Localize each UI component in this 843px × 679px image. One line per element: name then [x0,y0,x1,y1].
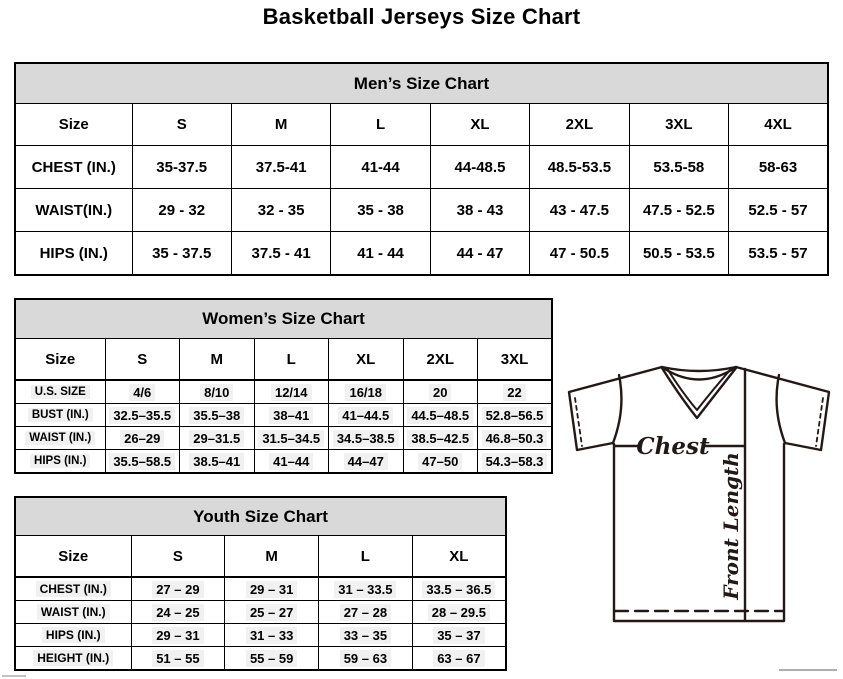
men-size-col-header: L [331,104,430,146]
men-cell: 47 - 50.5 [530,232,629,276]
women-table-title-row [15,299,552,339]
women-cell [105,380,180,404]
women-row-label-text: HIPS (IN.) [30,454,90,468]
women-cell [329,427,404,450]
women-cell [180,450,255,474]
women-row-label-text: U.S. SIZE [31,385,90,399]
youth-cell-text: 31 – 33.5 [334,581,396,598]
women-cell-text: 4/6 [129,384,155,401]
men-cell: 53.5-58 [629,146,728,189]
men-cell: 35 - 38 [331,189,430,232]
chest-label: Chest [636,433,710,460]
men-size-col-header: XL [430,104,529,146]
men-row-label: HIPS (IN.) [15,232,132,276]
men-cell: 41-44 [331,146,430,189]
women-cell [180,404,255,427]
women-cell [478,427,553,450]
youth-cell [225,577,319,601]
women-cell [254,404,329,427]
youth-cell-text: 28 – 29.5 [428,604,490,621]
women-measurement-row [15,404,552,427]
scrollbar-fragment-bottom-right [779,669,837,671]
women-cell [105,450,180,474]
youth-cell [131,601,225,624]
men-cell: 37.5 - 41 [231,232,330,276]
men-cell: 44 - 47 [430,232,529,276]
men-table-title: Men’s Size Chart [15,63,828,104]
men-size-header-row [15,104,828,146]
women-cell-text: 22 [503,384,525,401]
youth-cell [131,624,225,647]
youth-cell [131,647,225,671]
front-length-label: Front Length [719,452,743,600]
men-cell: 35 - 37.5 [132,232,231,276]
women-cell-text: 47–50 [418,453,462,470]
youth-cell-text: 33 – 35 [340,627,391,644]
youth-row-label [15,601,131,624]
youth-cell-text: 33.5 – 36.5 [422,581,495,598]
men-size-col-header: 2XL [530,104,629,146]
men-measurement-row [15,146,828,189]
youth-row-label-text: HIPS (IN.) [42,627,105,643]
women-cell [478,450,553,474]
youth-size-col-header: M [225,536,319,578]
women-size-header-label: Size [15,339,105,381]
youth-table-title: Youth Size Chart [15,497,506,536]
women-cell-text: 38.5–42.5 [407,430,473,447]
women-cell [254,380,329,404]
youth-cell-text: 27 – 28 [340,604,391,621]
youth-row-label-text: WAIST (IN.) [37,604,110,620]
youth-cell [319,624,413,647]
youth-cell [412,624,506,647]
men-row-label: WAIST(IN.) [15,189,132,232]
women-row-label [15,450,105,474]
women-cell-text: 38–41 [269,407,313,424]
youth-row-label [15,624,131,647]
youth-cell [319,577,413,601]
youth-cell-text: 55 – 59 [246,650,297,667]
men-size-col-header: 3XL [629,104,728,146]
youth-cell-text: 29 – 31 [152,627,203,644]
women-cell-text: 46.8–50.3 [482,430,548,447]
men-table-title-row [15,63,828,104]
women-cell-text: 41–44 [269,453,313,470]
men-size-header-label: Size [15,104,132,146]
women-cell [403,450,478,474]
youth-cell [225,647,319,671]
youth-size-col-header: S [131,536,225,578]
youth-measurement-row [15,577,506,601]
youth-size-header-label: Size [15,536,131,578]
men-size-col-header: 4XL [729,104,828,146]
women-size-col-header: 3XL [478,339,553,381]
youth-row-label-text: CHEST (IN.) [36,581,111,597]
youth-row-label-text: HEIGHT (IN.) [33,650,113,666]
women-cell-text: 38.5–41 [189,453,244,470]
men-cell: 58-63 [729,146,828,189]
collar-top-line [662,367,736,371]
youth-cell [412,577,506,601]
youth-cell-text: 35 – 37 [433,627,484,644]
scrollbar-fragment-bottom-left [2,675,26,677]
youth-row-label [15,577,131,601]
women-cell [105,427,180,450]
women-size-header-row [15,339,552,381]
youth-cell [412,601,506,624]
men-cell: 35-37.5 [132,146,231,189]
women-row-label [15,380,105,404]
youth-cell-text: 63 – 67 [433,650,484,667]
women-cell [254,427,329,450]
youth-cell-text: 27 – 29 [152,581,203,598]
women-size-col-header: M [180,339,255,381]
youth-cell [412,647,506,671]
women-cell-text: 41–44.5 [338,407,393,424]
youth-cell-text: 51 – 55 [152,650,203,667]
men-row-label: CHEST (IN.) [15,146,132,189]
women-cell-text: 54.3–58.3 [482,453,548,470]
women-row-label [15,427,105,450]
youth-cell-text: 59 – 63 [340,650,391,667]
men-cell: 50.5 - 53.5 [629,232,728,276]
women-size-col-header: S [105,339,180,381]
youth-cell [319,601,413,624]
women-measurement-row [15,380,552,404]
youth-cell [225,601,319,624]
youth-table-title-row [15,497,506,536]
youth-row-label [15,647,131,671]
women-cell [478,404,553,427]
page-title: Basketball Jerseys Size Chart [262,4,581,29]
left-armhole-seam [613,375,621,443]
youth-cell-text: 31 – 33 [246,627,297,644]
women-cell-text: 20 [429,384,451,401]
men-cell: 37.5-41 [231,146,330,189]
youth-size-header-row [15,536,506,578]
youth-cell [225,624,319,647]
women-row-label-text: BUST (IN.) [28,408,93,422]
women-cell-text: 44–47 [344,453,388,470]
women-cell-text: 31.5–34.5 [258,430,324,447]
youth-cell-text: 24 – 25 [152,604,203,621]
youth-size-chart-table [14,496,507,671]
women-cell [329,404,404,427]
men-cell: 38 - 43 [430,189,529,232]
women-size-col-header: L [254,339,329,381]
womens-size-chart-table [14,298,553,474]
youth-size-col-header: L [319,536,413,578]
women-cell-text: 12/14 [271,384,312,401]
women-cell [254,450,329,474]
jersey-measurement-diagram [555,353,843,645]
women-measurement-row [15,427,552,450]
men-cell: 48.5-53.5 [530,146,629,189]
youth-measurement-row [15,624,506,647]
women-cell [478,380,553,404]
women-cell-text: 52.8–56.5 [482,407,548,424]
women-row-label [15,404,105,427]
women-size-col-header: 2XL [403,339,478,381]
women-cell-text: 34.5–38.5 [333,430,399,447]
youth-cell-text: 25 – 27 [246,604,297,621]
men-measurement-row [15,189,828,232]
women-cell-text: 29–31.5 [189,430,244,447]
women-size-col-header: XL [329,339,404,381]
men-measurement-row [15,232,828,276]
youth-cell-text: 29 – 31 [246,581,297,598]
women-cell [105,404,180,427]
mens-size-chart-table [14,62,829,276]
youth-measurement-row [15,601,506,624]
jersey-outline [569,367,829,621]
women-cell [403,427,478,450]
women-row-label-text: WAIST (IN.) [25,431,95,445]
women-measurement-row [15,450,552,474]
men-size-col-header: M [231,104,330,146]
men-cell: 41 - 44 [331,232,430,276]
women-cell [329,450,404,474]
women-cell [329,380,404,404]
men-size-col-header: S [132,104,231,146]
men-cell: 53.5 - 57 [729,232,828,276]
women-cell [403,380,478,404]
women-cell-text: 8/10 [200,384,233,401]
youth-size-col-header: XL [412,536,506,578]
men-cell: 32 - 35 [231,189,330,232]
men-cell: 44-48.5 [430,146,529,189]
youth-cell [131,577,225,601]
men-cell: 29 - 32 [132,189,231,232]
women-cell [180,380,255,404]
women-cell-text: 26–29 [120,430,164,447]
women-cell [403,404,478,427]
youth-cell [319,647,413,671]
women-cell-text: 32.5–35.5 [109,407,175,424]
women-cell-text: 35.5–58.5 [109,453,175,470]
men-cell: 43 - 47.5 [530,189,629,232]
men-cell: 47.5 - 52.5 [629,189,728,232]
women-cell-text: 35.5–38 [189,407,244,424]
youth-measurement-row [15,647,506,671]
men-cell: 52.5 - 57 [729,189,828,232]
women-table-title: Women’s Size Chart [15,299,552,339]
right-armhole-seam [777,375,785,443]
women-cell-text: 16/18 [345,384,386,401]
women-cell [180,427,255,450]
women-cell-text: 44.5–48.5 [407,407,473,424]
